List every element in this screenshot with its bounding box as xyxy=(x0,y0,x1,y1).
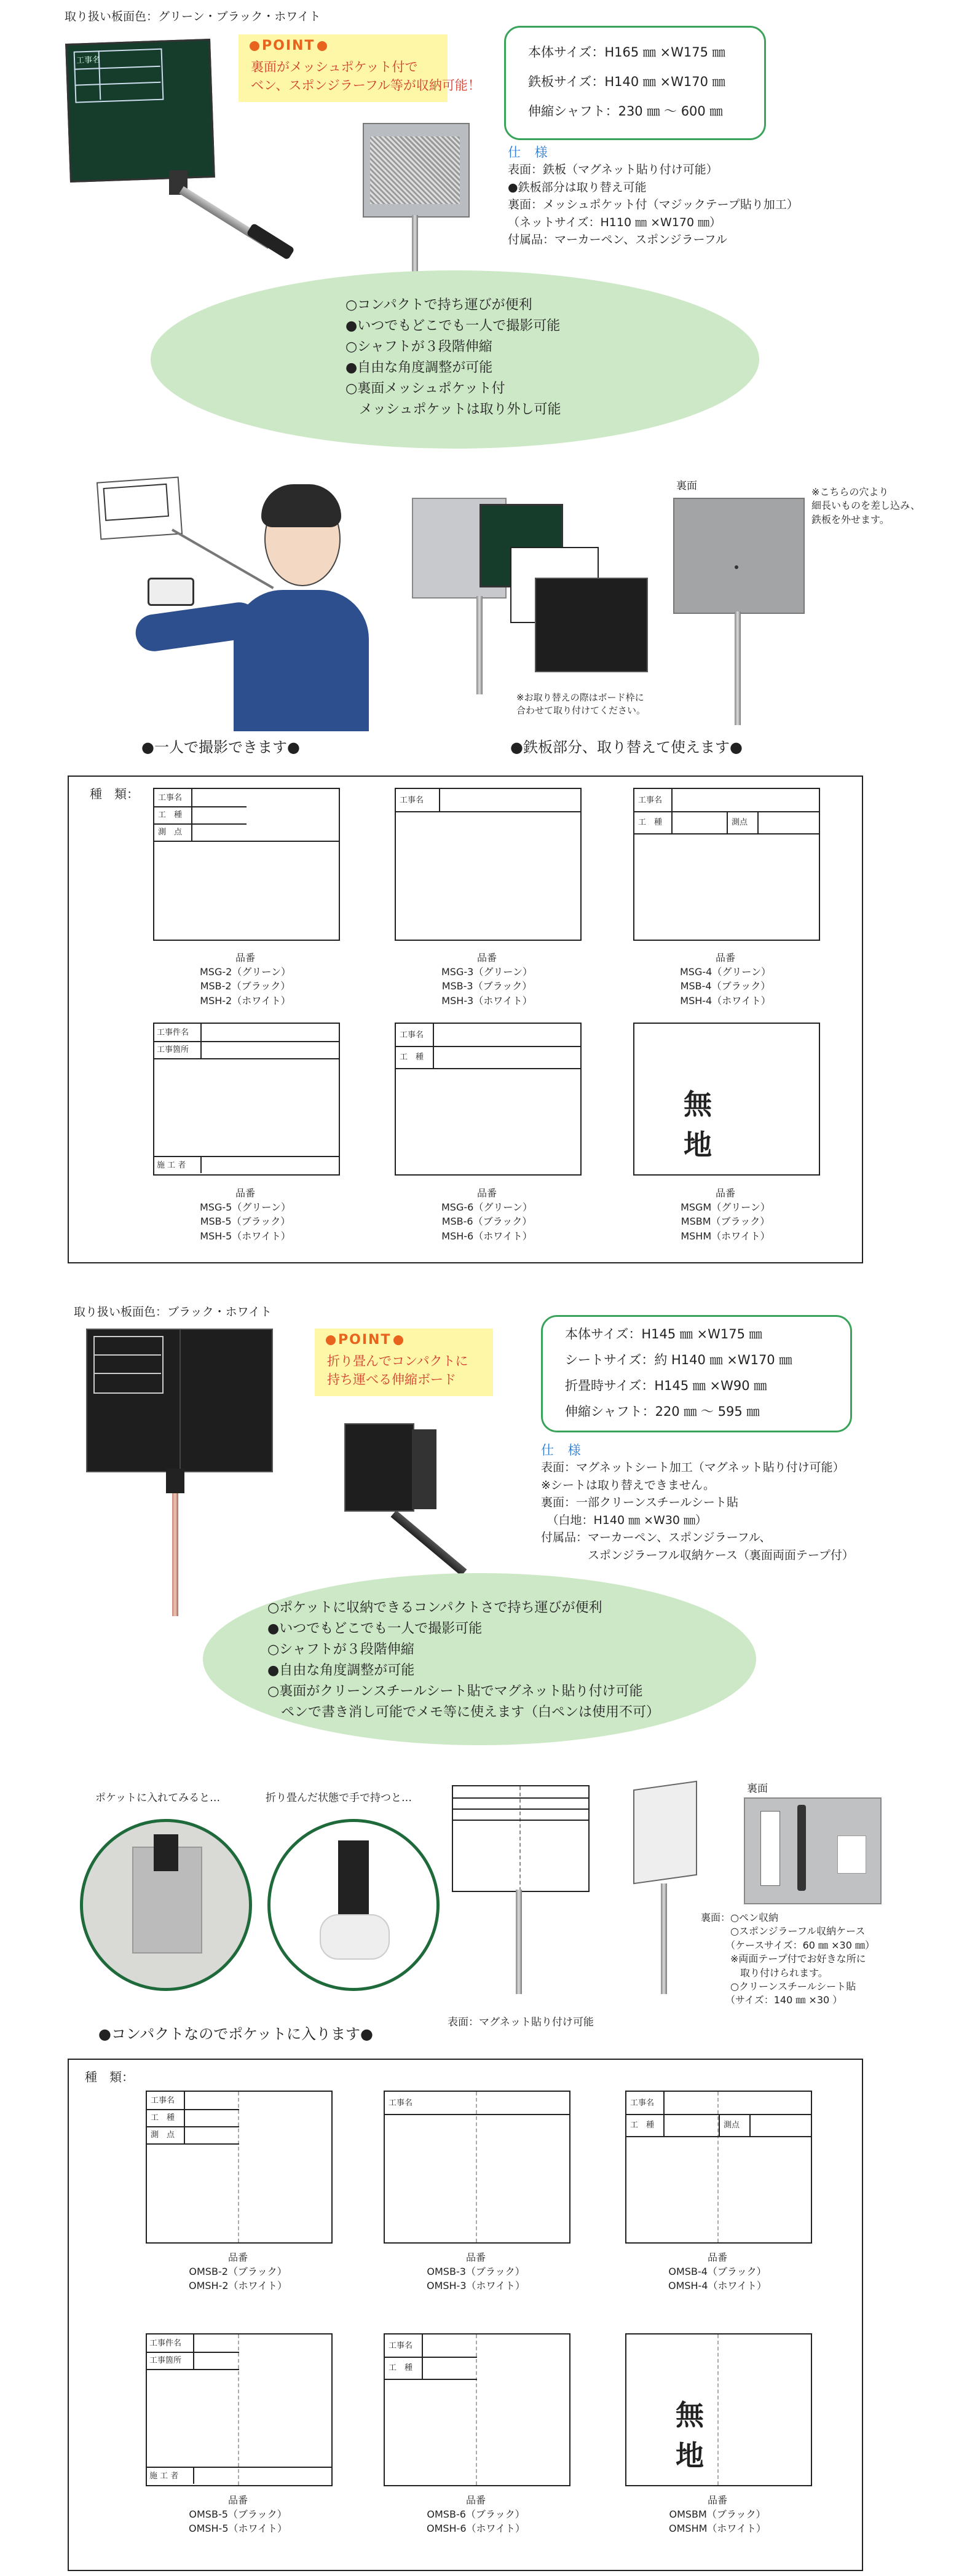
feature-item: ●自由な角度調整が可能 xyxy=(267,1663,415,1679)
colors-label-2: 取り扱い板面色：ブラック・ホワイト xyxy=(74,1305,272,1319)
types-label-2: 種 類： xyxy=(85,2070,134,2084)
swap-note: ※お取り替えの際はボード枠に 合わせて取り付けてください。 xyxy=(516,692,646,716)
point-text: 裏面がメッシュポケット付で ベン、スポンジラーフル等が収納可能！ xyxy=(251,60,481,93)
front-board-drawing xyxy=(452,1785,593,1994)
product-number: 品番 MSG-2（グリーン） MSB-2（ブラック） MSH-2（ホワイト） xyxy=(200,952,291,1007)
board-cell: 工 種 xyxy=(389,2363,413,2373)
board-type-plain xyxy=(625,2333,812,2486)
product-number: 品番 OMSB-6（ブラック） OMSH-6（ホワイト） xyxy=(426,2494,526,2535)
feature-item: ○コンパクトで持ち運びが便利 xyxy=(345,297,532,313)
folding-board-photo xyxy=(86,1329,277,1617)
spec-title: 仕 様 xyxy=(508,145,553,160)
board-cell: 工事名 xyxy=(638,796,663,805)
product-number: 品番 OMSB-5（ブラック） OMSH-5（ホワイト） xyxy=(188,2494,288,2535)
product-number: 品番 MSGM（グリーン） MSBM（ブラック） MSHM（ホワイト） xyxy=(681,1187,770,1242)
feature-item: ○シャフトが３段階伸縮 xyxy=(345,339,492,355)
point-box xyxy=(239,34,481,102)
board-cell: 測 点 xyxy=(151,2130,175,2140)
board-type-6 xyxy=(384,2333,570,2486)
product-number: 品番 OMSBM（ブラック） OMSHM（ホワイト） xyxy=(669,2494,766,2535)
board-type-3 xyxy=(384,2091,570,2244)
types-frame-1 xyxy=(68,776,863,1263)
board-cell: 工事件名 xyxy=(149,2339,182,2348)
spec-lines-2: 表面：マグネットシート加工（マグネット貼り付け可能） ※シートは取り替えできません。 裏面：一部クリーンスチールシート貼 （白地：H140 ㎜ ×W30 ㎜） 付属品：マーカーペン、スポンジラーフル、 スポンジラーフル収納ケース（裏面両面テープ付） xyxy=(541,1461,854,1562)
board-type-2 xyxy=(146,2091,333,2244)
caption-swap: ●鉄板部分、取り替えて使えます● xyxy=(510,739,743,756)
feature-item: ●いつでもどこでも一人で撮影可能 xyxy=(345,318,561,334)
feature-item: ○裏面メッシュポケット付 xyxy=(345,381,505,397)
pocket-photo xyxy=(80,1819,252,1991)
front-label: 表面：マグネット貼り付け可能 xyxy=(448,2016,594,2028)
swap-illustration xyxy=(412,492,645,737)
size-shaft: 伸縮シャフト：220 ㎜ ～ 595 ㎜ xyxy=(565,1404,760,1419)
product-number: 品番 MSG-4（グリーン） MSB-4（ブラック） MSH-4（ホワイト） xyxy=(680,952,771,1007)
board-type-4 xyxy=(633,788,820,941)
spec-title-2: 仕 様 xyxy=(541,1443,586,1458)
size-box xyxy=(504,26,766,140)
back-photo xyxy=(673,498,802,725)
caption-one-person: ●一人で撮影できます● xyxy=(141,739,300,756)
size-body: 本体サイズ：H165 ㎜ ×W175 ㎜ xyxy=(528,45,725,60)
back-label-2: 裏面 xyxy=(747,1783,768,1795)
folded-label: 折り畳んだ状態で手で持つと… xyxy=(266,1792,412,1804)
pocket-label: ポケットに入れてみると… xyxy=(95,1792,221,1804)
product-photo-board: 工事名 xyxy=(61,38,295,284)
feature-item: ペンで書き消し可能でメモ等に使えます（白ペンは使用不可） xyxy=(267,1705,660,1721)
product-number: 品番 OMSB-4（ブラック） OMSH-4（ホワイト） xyxy=(668,2252,767,2292)
board-type-4 xyxy=(625,2091,812,2244)
point-box-2 xyxy=(315,1329,493,1396)
board-type-2 xyxy=(153,788,340,941)
board-type-5 xyxy=(153,1023,340,1176)
board-cell: 工 種 xyxy=(151,2113,175,2122)
size-plate: 鉄板サイズ：H140 ㎜ ×W170 ㎜ xyxy=(528,74,725,89)
board-cell: 工事件名 xyxy=(157,1028,189,1037)
board-cell: 工事名 xyxy=(389,2341,413,2350)
features-list-2 xyxy=(267,1598,660,1724)
board-type-3 xyxy=(395,788,582,941)
folded-photo xyxy=(267,1819,440,1991)
board-cell: 工事箇所 xyxy=(157,1045,189,1054)
point-title: POINT xyxy=(338,1332,392,1348)
board-cell: 施 工 者 xyxy=(149,2472,179,2481)
board-cell: 工 種 xyxy=(630,2121,655,2130)
plain-label: 無 地 xyxy=(684,1088,736,1161)
size-sheet: シートサイズ：約 H140 ㎜ ×W170 ㎜ xyxy=(565,1353,792,1367)
product-number: 品番 OMSB-3（ブラック） OMSH-3（ホワイト） xyxy=(426,2252,526,2292)
board-cell: 測 点 xyxy=(158,828,183,837)
person-illustration xyxy=(92,473,369,731)
feature-item: ○裏面がクリーンスチールシート貼でマグネット貼り付け可能 xyxy=(267,1684,643,1700)
feature-item: ●自由な角度調整が可能 xyxy=(345,360,493,376)
mesh-pocket-photo xyxy=(363,123,467,277)
board-cell: 測点 xyxy=(724,2121,740,2130)
product-number: 品番 MSG-3（グリーン） MSB-3（ブラック） MSH-3（ホワイト） xyxy=(441,952,532,1007)
board-cell: 工事名 xyxy=(400,796,424,805)
board-cell: 工 種 xyxy=(158,811,183,820)
board-cell: 工事名 xyxy=(630,2099,655,2108)
back-note: ※こちらの穴より 細長いものを差し込み、 鉄板を外せます。 xyxy=(811,486,920,525)
size-box-2 xyxy=(541,1315,852,1432)
feature-item: メッシュポケットは取り外し可能 xyxy=(345,402,561,418)
board-cell: 工事名 xyxy=(389,2099,413,2108)
board-cell: 工 種 xyxy=(638,818,663,827)
feature-item: ○ポケットに収納できるコンパクトさで持ち運びが便利 xyxy=(267,1600,602,1616)
types-label: 種 類： xyxy=(90,787,139,801)
board-cell: 工事名 xyxy=(151,2096,175,2105)
board-cell: 工事名 xyxy=(400,1031,424,1040)
back-notes: 裏面：○ペン収納 ○スポンジラーフル収納ケース （ケースサイズ：60 ㎜ ×30 ㎜） ※両面テープ付でお好きな所に 取り付けられます。 ○クリーンスチールシート貼 （サイズ：140 ㎜ ×30 ） xyxy=(701,1912,875,2006)
board-type-6 xyxy=(395,1023,582,1176)
back-label: 裏面 xyxy=(676,480,697,492)
board-cell: 工 種 xyxy=(400,1053,424,1062)
board-type-5 xyxy=(146,2333,333,2486)
point-title: POINT xyxy=(262,38,315,53)
size-body: 本体サイズ：H145 ㎜ ×W175 ㎜ xyxy=(565,1327,762,1341)
board-type-plain xyxy=(633,1023,820,1176)
board-cell: 工事箇所 xyxy=(149,2356,182,2365)
caption-pocket: ●コンパクトなのでポケットに入ります● xyxy=(98,2025,374,2043)
side-board-drawing xyxy=(633,1785,707,1994)
back-board-drawing xyxy=(744,1797,882,1904)
features-list xyxy=(345,295,561,421)
size-folded: 折畳時サイズ：H145 ㎜ ×W90 ㎜ xyxy=(565,1378,767,1393)
product-number: 品番 OMSB-2（ブラック） OMSH-2（ホワイト） xyxy=(188,2252,288,2292)
board-cell: 測点 xyxy=(732,818,748,827)
board-cell: 工事名 xyxy=(158,793,183,803)
product-number: 品番 MSG-6（グリーン） MSB-6（ブラック） MSH-6（ホワイト） xyxy=(441,1187,532,1242)
size-shaft: 伸縮シャフト：230 ㎜ ～ 600 ㎜ xyxy=(528,104,723,119)
point-text: 折り畳んでコンパクトに 持ち運べる伸縮ボード xyxy=(327,1354,468,1388)
spec-lines: 表面：鉄板（マグネット貼り付け可能） ●鉄板部分は取り替え可能 裏面：メッシュポケット付（マジックテープ貼り加工） （ネットサイズ：H110 ㎜ ×W170 ㎜） 付属品：マーカーペン、スポンジラーフル xyxy=(508,163,799,246)
feature-item: ○シャフトが３段階伸縮 xyxy=(267,1642,414,1658)
types-frame-2 xyxy=(68,2059,863,2571)
feature-item: ●いつでもどこでも一人で撮影可能 xyxy=(267,1621,483,1637)
board-cell: 施 工 者 xyxy=(157,1161,186,1170)
product-number: 品番 MSG-5（グリーン） MSB-5（ブラック） MSH-5（ホワイト） xyxy=(200,1187,291,1242)
colors-label: 取り扱い板面色：グリーン・ブラック・ホワイト xyxy=(65,10,321,23)
plain-label: 無 地 xyxy=(676,2398,728,2472)
